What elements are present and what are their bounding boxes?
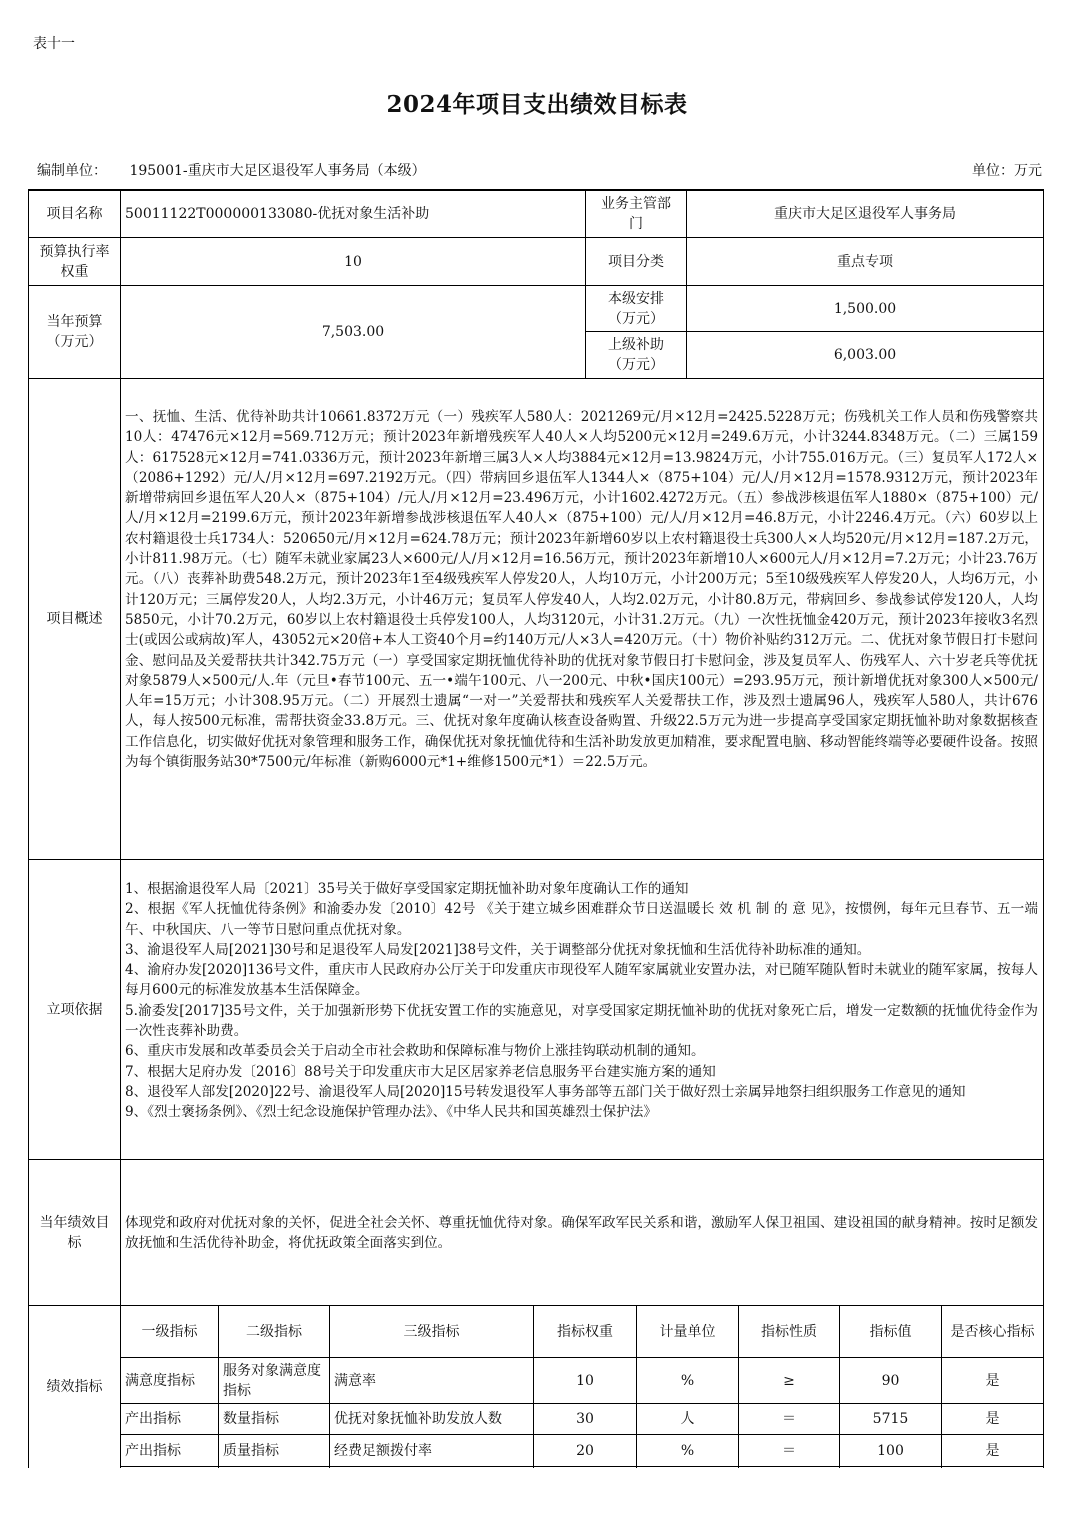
compiling-unit-value: 195001-重庆市大足区退役军人事务局（本级） [129, 163, 426, 179]
col-header-unit: 计量单位 [659, 1323, 716, 1340]
cell-core: 是 [985, 1411, 1000, 1427]
cell-level3: 经费足额拨付率 [334, 1442, 432, 1459]
col-header-value: 指标值 [869, 1323, 912, 1340]
table-tag: 表十一 [33, 36, 75, 52]
cell-value: 100 [877, 1442, 904, 1459]
cell-unit: % [680, 1372, 695, 1389]
cell-value: 5715 [872, 1411, 909, 1427]
cell-unit: 人 [680, 1411, 695, 1427]
col-header-level3: 三级指标 [403, 1323, 460, 1340]
cell-level2: 服务对象满意度指标 [223, 1362, 321, 1399]
compiling-unit-label: 编制单位： [37, 163, 107, 179]
annual-budget-label: 当年预算（万元） [46, 314, 103, 350]
goal-label: 当年绩效目标 [39, 1214, 110, 1251]
overview-label: 项目概述 [46, 611, 103, 627]
local-budget-label: 本级安排（万元） [608, 290, 664, 327]
category-value: 重点专项 [837, 253, 893, 270]
department-label: 业务主管部门 [601, 195, 671, 232]
cell-level1: 产出指标 [125, 1411, 181, 1427]
cell-level2: 数量指标 [223, 1411, 279, 1427]
overview-text: 一、抚恤、生活、优待补助共计10661.8372万元（一）残疾军人580人：2021269元/月×12月=2425.5228万元；伤残机关工作人员和伤残警察共10人：47476元×12月=569.712万元；预计2023年新增残疾军人40人×人均5200元×12月=249.6万元，小计3244.8348万元。（二）三属159人：617528元×12月=741.0336万元，预计2023年新增三属3人×人均3884元×12月=13.9824万元，小计755.016万元。（三）复员军人172人×（2086+1292）元/人/月×12月=697.2192万元。（四）带病回乡退伍军人1344人×（875+104）元/人/月×12月=1578.9312万元，预计2023年新增带病回乡退伍军人20人×（875+104）/元人/月×12月=23.496万元，小计1602.4272万元。（五）参战涉核退伍军人1880×（875+100）元/人/月×12月=2199.6万元，预计2023年新增参战涉核退伍军人40人×（875+100）元/人/月×12月=46.8万元，小计2246.4万元。（六）60岁以上农村籍退役士兵1734人：520650元/月×12月=624.78万元；预计2023年新增60岁以上农村籍退役士兵300人×人均520元/月×12月=187.2万元，小计811.98万元。（七）随军未就业家属23人×600元/人/月×12月=16.56万元，预计2023年新增10人×600元人/月×12月=7.2万元；小计23.76万元。（八）丧葬补助费548.2万元，预计2023年1至4级残疾军人停发20人，人均10万元，小计200万元；5至10级残疾军人停发20人，人均6万元，小计120万元；三属停发20人，人均2.3万元，小计46万元；复员军人停发40人，人均2.02万元，小计80.8万元，带病回乡、参战参试停发120人，人均5850元，小计70.2万元，60岁以上农村籍退役士兵停发100人，人均3120元，小计31.2万元。（九）一次性抚恤金420万元，预计2023年接收3名烈士(或因公或病故)军人，43052元×20倍+本人工资40个月=约140万元/人×3人=420万元。（十）物价补贴约312万元。二、优抚对象节假日打卡慰问金、慰问品及关爱帮扶共计342.75万元（一）享受国家定期抚恤优待补助的优抚对象节假日打卡慰问金，涉及复员军人、伤残军人、六十岁老兵等优抚对象5879人×500元/人.年（元旦•春节100元、五一•端午100元、八一200元、中秋•国庆100元）=293.95万元，预计新增优抚对象300人×500元/人年=15万元；小计308.95万元。（二）开展烈士遗属“一对一”关爱帮扶和残疾军人关爱帮扶工作，涉及烈士遗属96人，残疾军人580人，共计676人，每人按500元标准，需帮扶资金33.8万元。三、优抚对象年度确认核查设备购置、升级22.5万元为进一步提高享受国家定期抚恤补助对象数据核查工作信息化，切实做好优抚对象管理和服务工作，确保优抚对象抚恤优待和生活补助发放更加精准，要求配置电脑、移动智能终端等必要硬件设备。按照为每个镇街服务站30*7500元/年标准（新购6000元*1+维修1500元*1）＝22.5万元。 [125, 409, 1038, 771]
basis-list [125, 879, 1038, 1147]
basis-item: 8、退役军人部发[2020]22号、渝退役军人局[2020]15号转发退役军人事务部等五部门关于做好烈士亲属异地祭扫组织服务工作意见的通知 [125, 1083, 966, 1100]
cell-nature: ＝ [782, 1411, 796, 1427]
upper-budget-label: 上级补助（万元） [608, 337, 664, 373]
indicators-label: 绩效指标 [46, 1379, 103, 1395]
basis-item: 7、根据大足府办发〔2016〕88号关于印发重庆市大足区居家养老信息服务平台建实施方案的通知 [125, 1063, 716, 1080]
currency-unit: 单位：万元 [972, 163, 1042, 179]
col-header-level1: 一级指标 [141, 1323, 198, 1340]
cell-nature: ≥ [783, 1372, 795, 1389]
cell-level2: 质量指标 [223, 1442, 279, 1459]
cell-value: 90 [881, 1372, 900, 1389]
basis-item: 1、根据渝退役军人局〔2021〕35号关于做好享受国家定期抚恤补助对象年度确认工作的通知 [125, 881, 689, 897]
execution-weight-label: 预算执行率权重 [39, 243, 110, 280]
cell-level3: 满意率 [334, 1372, 376, 1389]
col-header-weight: 指标权重 [557, 1323, 613, 1340]
basis-item: 6、重庆市发展和改革委员会关于启动全市社会救助和保障标准与物价上涨挂钩联动机制的通知。 [125, 1043, 705, 1060]
project-name-label: 项目名称 [46, 205, 103, 222]
project-name-value: 50011122T000000133080-优抚对象生活补助 [125, 205, 430, 222]
cell-level1: 满意度指标 [125, 1372, 195, 1389]
page-title: 2024年项目支出绩效目标表 [386, 91, 688, 118]
cell-weight: 20 [576, 1442, 594, 1459]
basis-item: 5.渝委发[2017]35号文件，关于加强新形势下优抚安置工作的实施意见，对享受国家定期抚恤补助的优抚对象死亡后，增发一定数额的抚恤优待金作为一次性丧葬补助费。 [125, 1002, 1038, 1040]
basis-label: 立项依据 [46, 1001, 103, 1018]
cell-core: 是 [985, 1442, 1000, 1459]
cell-core: 是 [985, 1372, 1000, 1389]
cell-nature: ＝ [782, 1442, 796, 1459]
basis-item: 3、渝退役军人局[2021]30号和足退役军人局发[2021]38号文件，关于调整部分优抚对象抚恤和生活优待补助标准的通知。 [125, 941, 871, 958]
category-label: 项目分类 [608, 253, 664, 270]
col-header-level2: 二级指标 [246, 1323, 302, 1340]
cell-level1: 产出指标 [125, 1442, 181, 1459]
cell-unit: % [680, 1442, 695, 1459]
col-header-core: 是否核心指标 [950, 1323, 1035, 1340]
execution-weight-value: 10 [344, 253, 362, 270]
compiling-unit [37, 160, 426, 180]
basis-item: 4、渝府办发[2020]136号文件，重庆市人民政府办公厅关于印发重庆市现役军人随军家属就业安置办法，对已随军随队暂时未就业的随军家属，按每人每月600元的标准发放基本生活保障金。 [125, 962, 1038, 999]
goal-text: 体现党和政府对优抚对象的关怀，促进全社会关怀、尊重抚恤优待对象。确保军政军民关系和谐，激励军人保卫祖国、建设祖国的献身精神。按时足额发放抚恤和生活优待补助金，将优抚政策全面落实到位。 [125, 1215, 1038, 1252]
basis-item: 9、《烈士褒扬条例》、《烈士纪念设施保护管理办法》、《中华人民共和国英雄烈士保护法》 [125, 1104, 657, 1121]
cell-weight: 30 [576, 1411, 594, 1427]
cell-level3: 优抚对象抚恤补助发放人数 [334, 1411, 502, 1427]
annual-budget-value: 7,503.00 [321, 324, 385, 340]
cell-weight: 10 [576, 1372, 594, 1389]
upper-budget-value: 6,003.00 [833, 347, 897, 363]
basis-item: 2、根据《军人抚恤优待条例》和渝委办发〔2010〕42号 《关于建立城乡困难群众节日送温暖长 效 机 制 的 意 见》，按惯例，每年元旦春节、五一端午、中秋国庆、八一等节日慰问重点优抚对象。 [125, 901, 1038, 938]
department-value: 重庆市大足区退役军人事务局 [774, 205, 956, 222]
col-header-nature: 指标性质 [761, 1323, 817, 1340]
local-budget-value: 1,500.00 [833, 300, 897, 317]
